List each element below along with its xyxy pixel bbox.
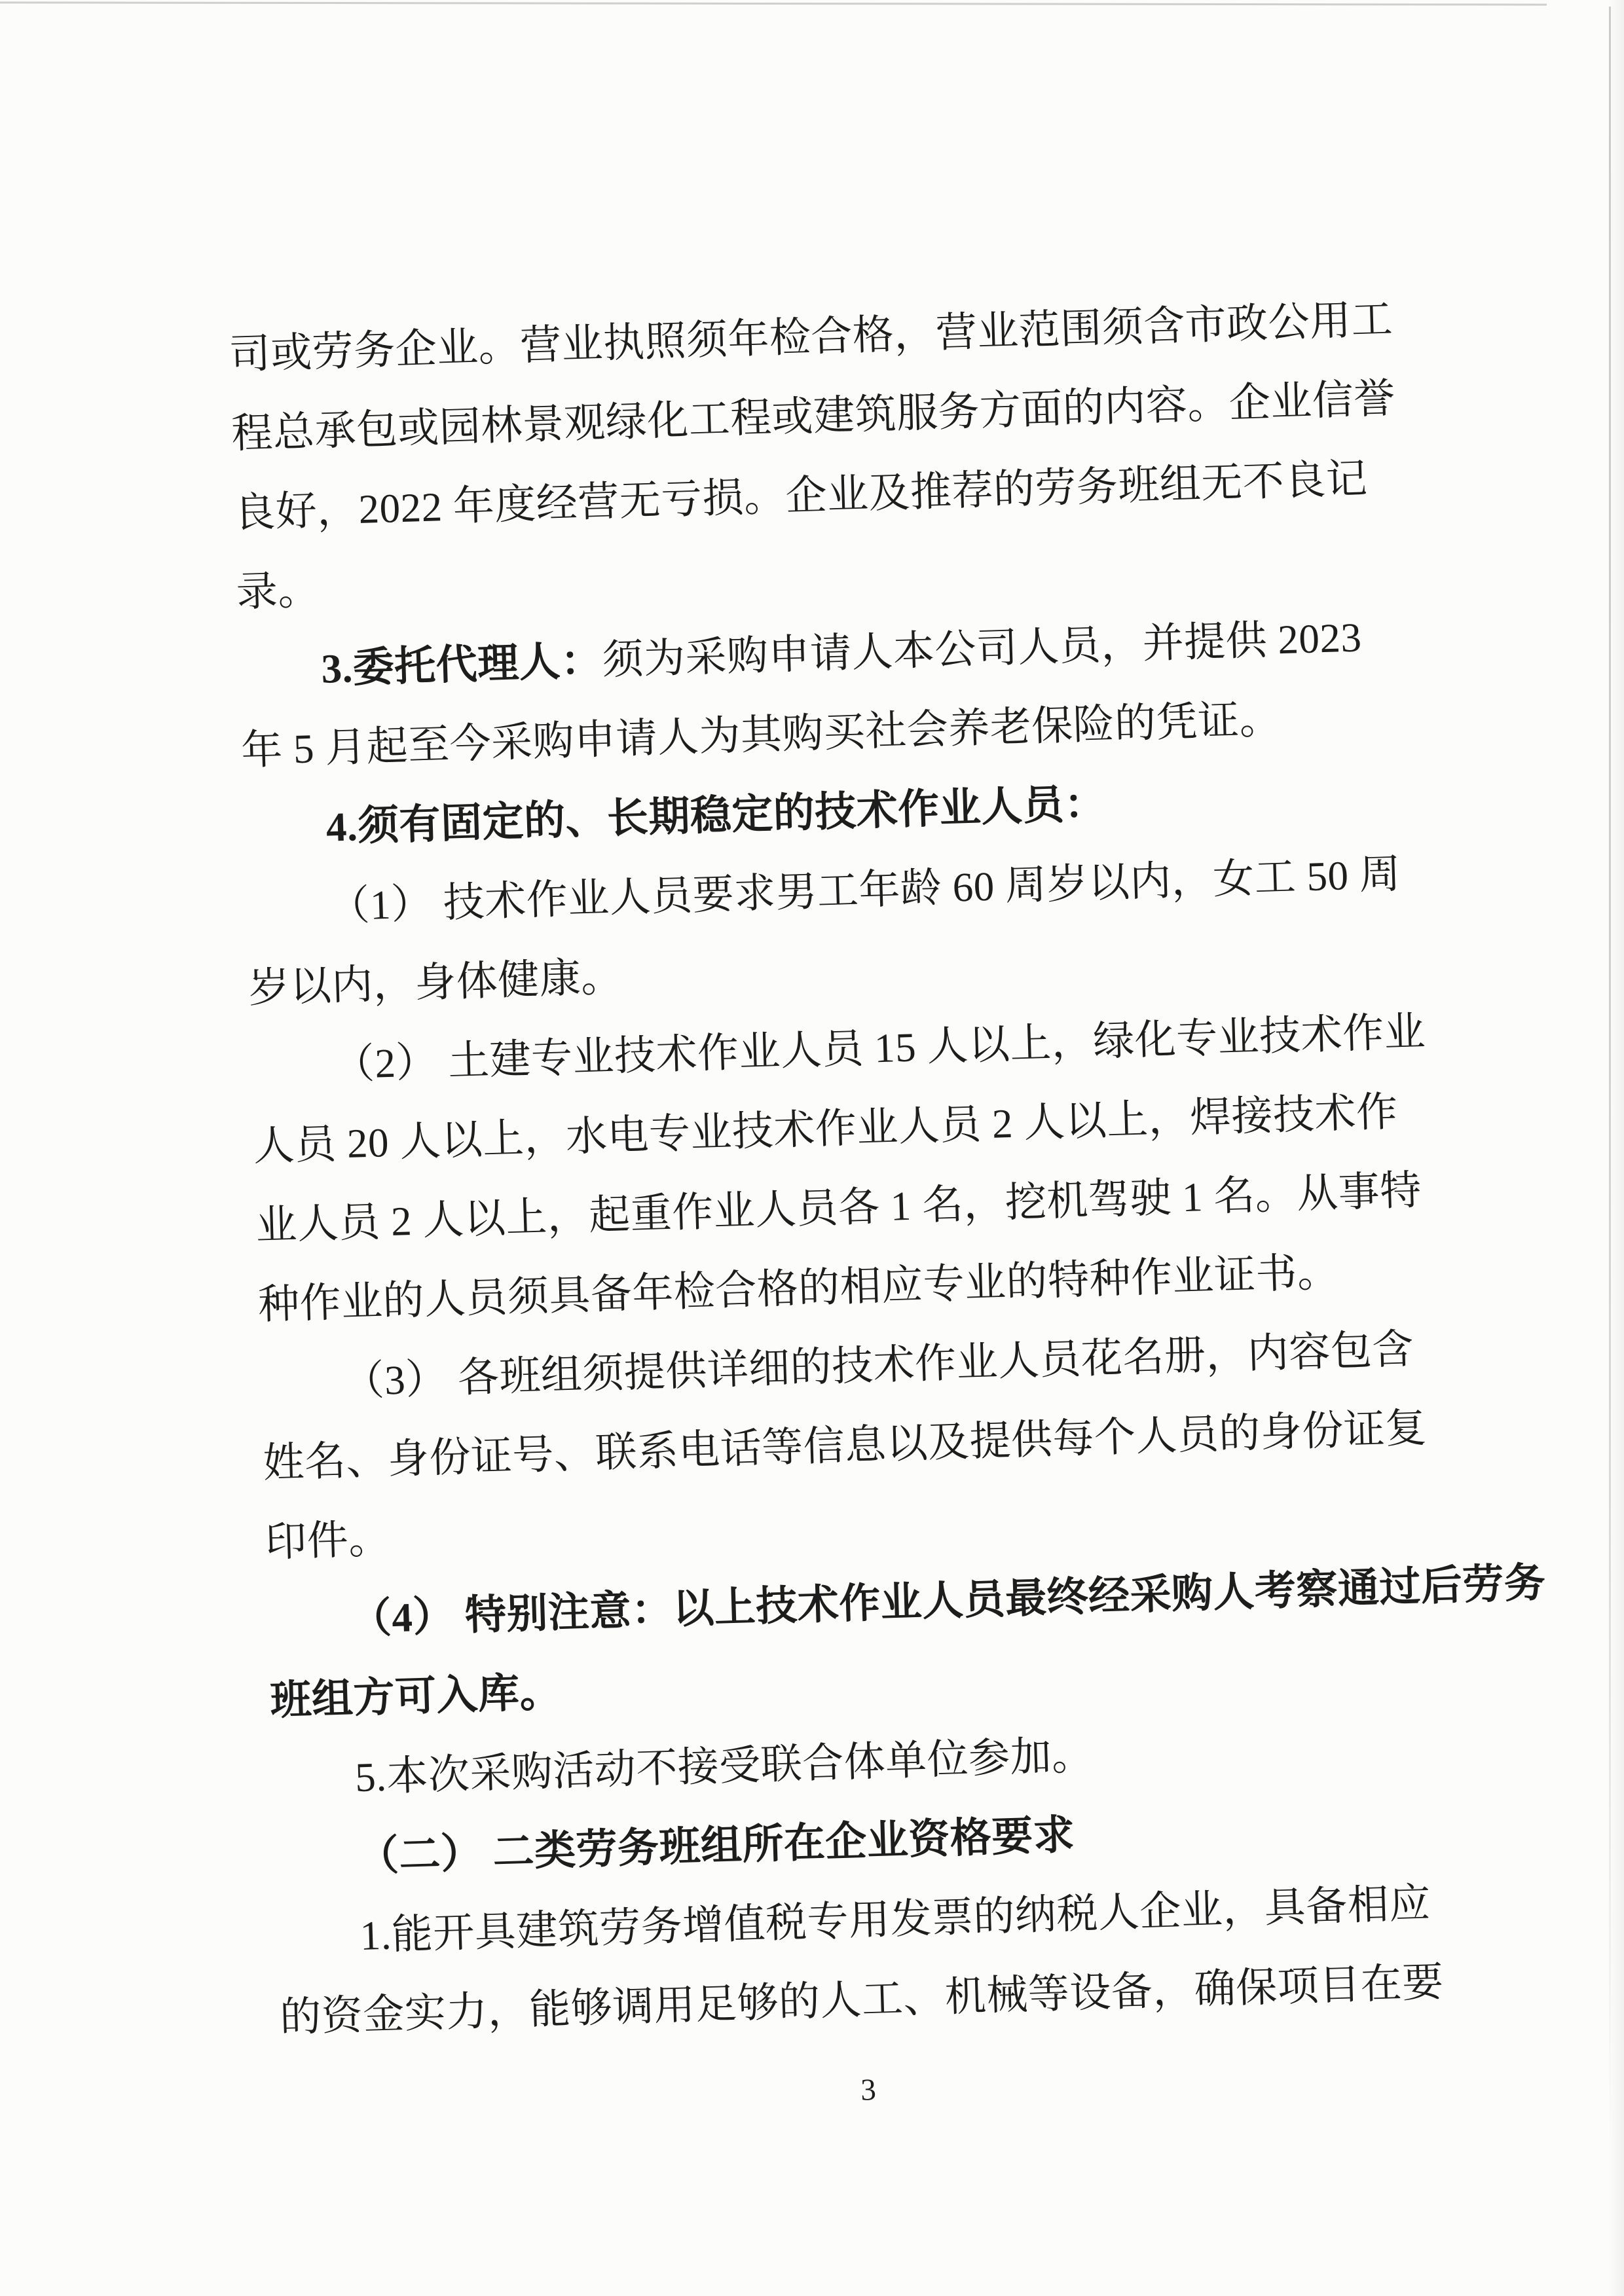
text-segment-bold: 4.须有固定的、长期稳定的技术作业人员： [325, 780, 1107, 850]
text-segment: 录。 [235, 566, 320, 615]
text-segment: 1.能开具建筑劳务增值税专用发票的纳税人企业，具备相应 [359, 1880, 1431, 1959]
text-segment: 5.本次采购活动不接受联合体单位参加。 [354, 1732, 1094, 1801]
text-segment: 印件。 [265, 1516, 391, 1566]
text-segment: 人员 20 人以上，水电专业技术作业人员 2 人以上，焊接技术作 [252, 1089, 1399, 1170]
page-number: 3 [860, 2073, 877, 2107]
scan-edge-top-line [0, 1, 1547, 5]
text-segment: 良好，2022 年度经营无亏损。企业及推荐的劳务班组无不良记 [233, 455, 1369, 536]
text-segment: 业人员 2 人以上，起重作业人员各 1 名，挖机驾驶 1 名。从事特 [255, 1167, 1422, 1249]
text-segment-bold: （4） 特别注意：以上技术作业人员最终经采购人考察通过后劳务 [349, 1559, 1547, 1643]
text-segment: 程总承包或园林景观绿化工程或建筑服务方面的内容。企业信誉 [231, 375, 1396, 457]
text-segment: 种作业的人员须具备年检合格的相应专业的特种作业证书。 [257, 1248, 1340, 1328]
text-segment-bold: 3.委托代理人： [320, 637, 603, 692]
scan-right-shadow-band [1608, 0, 1624, 2296]
text-segment-bold: （二） 二类劳务班组所在企业资格要求 [356, 1812, 1076, 1880]
text-segment: 的资金实力，能够调用足够的人工、机械等设备，确保项目在要 [279, 1959, 1445, 2041]
text-segment: （2） 土建专业技术作业人员 15 人以上，绿化专业技术作业 [332, 1008, 1427, 1088]
text-segment: （3） 各班组须提供详细的技术作业人员花名册，内容包含 [342, 1326, 1414, 1405]
text-segment-bold: 班组方可入库。 [269, 1669, 563, 1724]
text-segment: 岁以内，身体健康。 [248, 954, 623, 1011]
text-segment: （1） 技术作业人员要求男工年龄 60 周岁以内，女工 50 周 [327, 850, 1402, 930]
text-segment: 年 5 月起至今采购申请人为其购买社会养老保险的凭证。 [240, 696, 1282, 774]
text-segment: 姓名、身份证号、联系电话等信息以及提供每个人员的身份证复 [262, 1404, 1428, 1487]
text-segment: 须为采购申请人本公司人员，并提供 2023 [601, 614, 1363, 683]
text-segment: 司或劳务企业。营业执照须年检合格，营业范围须含市政公用工 [228, 296, 1394, 378]
document-text-block [228, 279, 1547, 2128]
